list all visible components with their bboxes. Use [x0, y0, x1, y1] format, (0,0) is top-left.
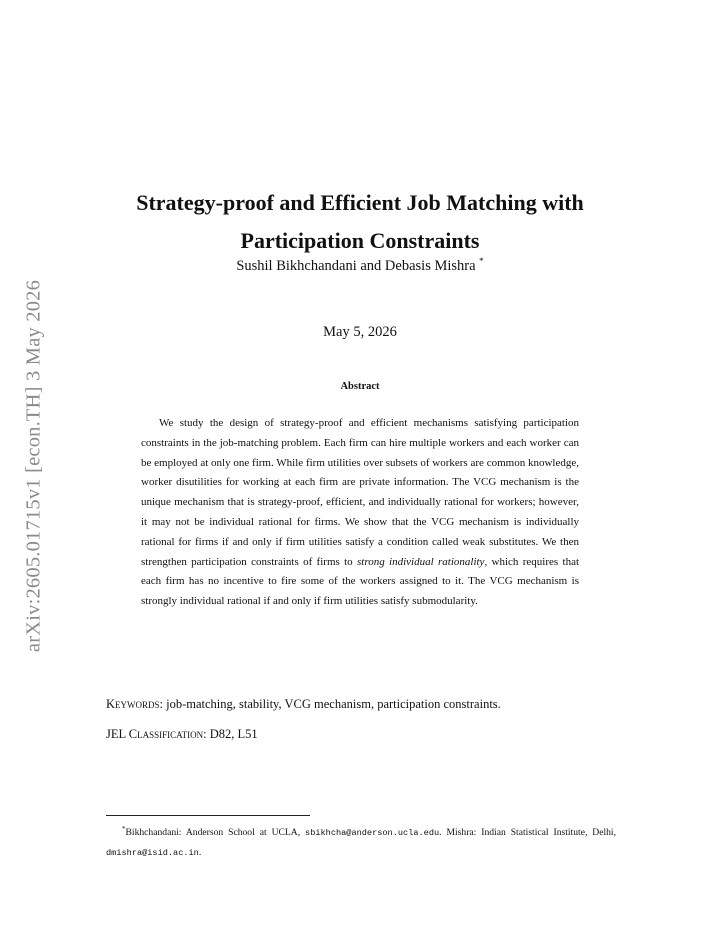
paper-date: May 5, 2026: [323, 324, 397, 340]
footnote-paragraph: [106, 820, 616, 863]
footnote-text-1: Bikhchandani: Anderson School at UCLA,: [125, 827, 301, 839]
abstract-text-part-1: We study the design of strategy-proof and efficient mechanisms satisfying participation constraints in the job-matching problem. Each firm can hire multiple workers and each worker can be employed at only one firm. While firm utilities over subsets of workers are common knowledge, worker disutilities for working at each firm are private information. The VCG mechanism is the unique mechanism that is strategy-proof, efficient, and individually rational for workers; however, it may not be individual rational for firms. We show that the VCG mechanism is individually rational for firms if and only if firm utilities satisfy a condition called weak substitutes. We then strengthen participation constraints of firms to: [141, 417, 579, 568]
paper-title: [100, 184, 620, 260]
footnote-mark: *: [122, 825, 126, 833]
jel-value: D82, L51: [209, 727, 258, 741]
jel-label: JEL Classification:: [106, 727, 207, 741]
author-line: [100, 256, 620, 275]
footnote-email-2[interactable]: dmishra@isid.ac.in: [106, 848, 199, 859]
title-line-2: Participation Constraints: [240, 228, 480, 253]
footnote-text-3: .: [198, 847, 202, 859]
abstract-heading: Abstract: [340, 381, 380, 392]
title-line-1: Strategy-proof and Efficient Job Matching with: [136, 190, 584, 215]
jel-line: [106, 727, 626, 742]
keywords-value: job-matching, stability, VCG mechanism, participation constraints.: [166, 697, 501, 711]
footnote-email-1[interactable]: sbikhcha@anderson.ucla.edu: [305, 828, 440, 839]
keywords-label: Keywords:: [106, 697, 163, 711]
footnote: [106, 820, 616, 863]
author-footnote-mark[interactable]: *: [479, 256, 484, 266]
abstract-text-part-2: , which requires that each firm has no incentive to fire some of the workers assigned to it. The VCG mechanism is strongly individual rational if and only if firm utilities satisfy submodularity.: [141, 555, 580, 608]
arxiv-identifier-stamp: arXiv:2605.01715v1 [econ.TH] 3 May 2026: [22, 279, 45, 653]
footnote-text-2: . Mishra: Indian Statistical Institute, Delhi,: [439, 827, 617, 839]
keywords-line: [106, 697, 626, 712]
abstract-paragraph: [141, 414, 579, 612]
abstract-emphasis: strong individual rationality: [357, 555, 485, 568]
abstract-body: [141, 414, 579, 612]
footnote-divider: [106, 815, 310, 816]
author-names: Sushil Bikhchandani and Debasis Mishra: [236, 257, 476, 274]
